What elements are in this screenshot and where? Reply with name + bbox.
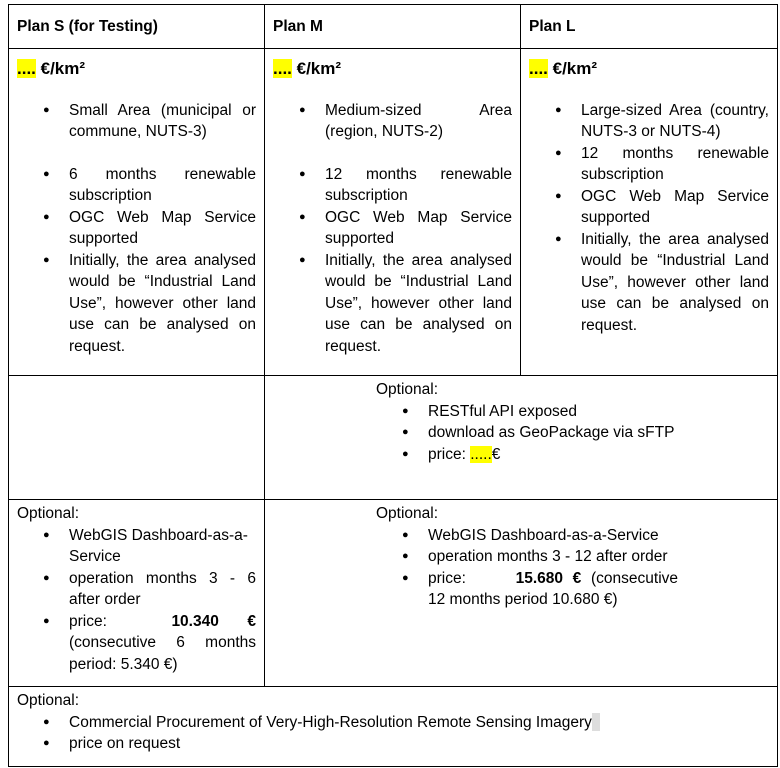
price-value: 15.680 € xyxy=(515,569,582,587)
feature-item: ● OGC Web Map Service supported xyxy=(69,207,256,250)
plan-s-features xyxy=(17,100,256,358)
optional-price xyxy=(428,444,678,466)
imagery-row xyxy=(9,687,778,767)
price-placeholder: ..... xyxy=(470,445,492,463)
plan-m-features xyxy=(273,100,512,358)
optional-item: ● download as GeoPackage via sFTP xyxy=(428,422,678,444)
plan-s-header: Plan S (for Testing) xyxy=(9,5,265,49)
plan-l-cell xyxy=(521,49,778,376)
optional-price xyxy=(428,568,678,611)
pricing-table xyxy=(8,4,778,767)
optional-item: ● price on request xyxy=(69,733,769,755)
feature-item: ● OGC Web Map Service supported xyxy=(325,207,512,250)
plan-l-header: Plan L xyxy=(521,5,778,49)
imagery-list xyxy=(17,712,769,755)
price-value: 10.340 € xyxy=(171,612,256,630)
feature-item: ● Medium-sized Area (region, NUTS-2) xyxy=(325,100,512,143)
api-optional-list xyxy=(376,401,678,466)
price-note: (consecutive 12 months period 10.680 €) xyxy=(428,569,679,608)
plan-l-price xyxy=(529,58,769,80)
feature-item: ● Initially, the area analysed would be “Industrial Land Use”, however other land use can be analysed on request. xyxy=(581,229,769,337)
optional-item xyxy=(69,712,769,734)
price-prefix: price: xyxy=(428,569,476,587)
feature-item: ● Small Area (municipal or commune, NUTS-3) xyxy=(69,100,256,143)
feature-item: ● OGC Web Map Service supported xyxy=(581,186,769,229)
header-row xyxy=(9,5,778,49)
price-prefix: price: xyxy=(428,445,471,463)
optional-label: Optional: xyxy=(376,381,439,398)
price-placeholder: .... xyxy=(529,59,548,78)
optional-item: ● operation months 3 - 6 after order xyxy=(69,568,256,611)
price-prefix: price: xyxy=(69,612,136,630)
plan-l-features xyxy=(529,100,769,337)
price-note: (consecutive 6 months period: 5.340 €) xyxy=(69,634,256,673)
imagery-item-text: Commercial Procurement of Very-High-Resolution Remote Sensing Imagery xyxy=(69,713,592,731)
optional-label: Optional: xyxy=(17,692,80,709)
dashboard-ml-cell xyxy=(265,500,778,687)
optional-item: ● WebGIS Dashboard-as-a-Service xyxy=(428,525,678,547)
feature-item: ● Large-sized Area (country, NUTS-3 or NUTS-4) xyxy=(581,100,769,143)
optional-item: ● RESTful API exposed xyxy=(428,401,678,423)
optional-item: ● operation months 3 - 12 after order xyxy=(428,546,678,568)
price-suffix: € xyxy=(491,445,501,463)
optional-price xyxy=(69,611,256,676)
price-unit: €/km² xyxy=(547,59,598,78)
price-unit: €/km² xyxy=(291,59,342,78)
plan-m-cell xyxy=(265,49,521,376)
api-row xyxy=(9,376,778,500)
api-optional-cell xyxy=(265,376,778,500)
api-empty-cell xyxy=(9,376,265,500)
feature-item: ● 6 months renewable subscription xyxy=(69,164,256,207)
plan-s-price xyxy=(17,58,256,80)
text-cursor-highlight xyxy=(592,713,600,731)
feature-item: ● Initially, the area analysed would be “Industrial Land Use”, however other land use can be analysed on request. xyxy=(325,250,512,358)
price-unit: €/km² xyxy=(35,59,86,78)
imagery-cell xyxy=(9,687,778,767)
dashboard-ml-list xyxy=(376,525,678,611)
dashboard-s-cell xyxy=(9,500,265,687)
feature-item: ● Initially, the area analysed would be “Industrial Land Use”, however other land use can be analysed on request. xyxy=(69,250,256,358)
plan-m-price xyxy=(273,58,512,80)
optional-label: Optional: xyxy=(17,505,80,522)
dashboard-row xyxy=(9,500,778,687)
feature-item: ● 12 months renewable subscription xyxy=(325,164,512,207)
optional-label: Optional: xyxy=(376,505,439,522)
price-placeholder: .... xyxy=(17,59,36,78)
price-placeholder: .... xyxy=(273,59,292,78)
feature-item: ● 12 months renewable subscription xyxy=(581,143,769,186)
plan-s-cell xyxy=(9,49,265,376)
plan-m-header: Plan M xyxy=(265,5,521,49)
dashboard-s-list xyxy=(17,525,256,676)
optional-item: ● WebGIS Dashboard-as-a-Service xyxy=(69,525,256,568)
plans-row xyxy=(9,49,778,376)
